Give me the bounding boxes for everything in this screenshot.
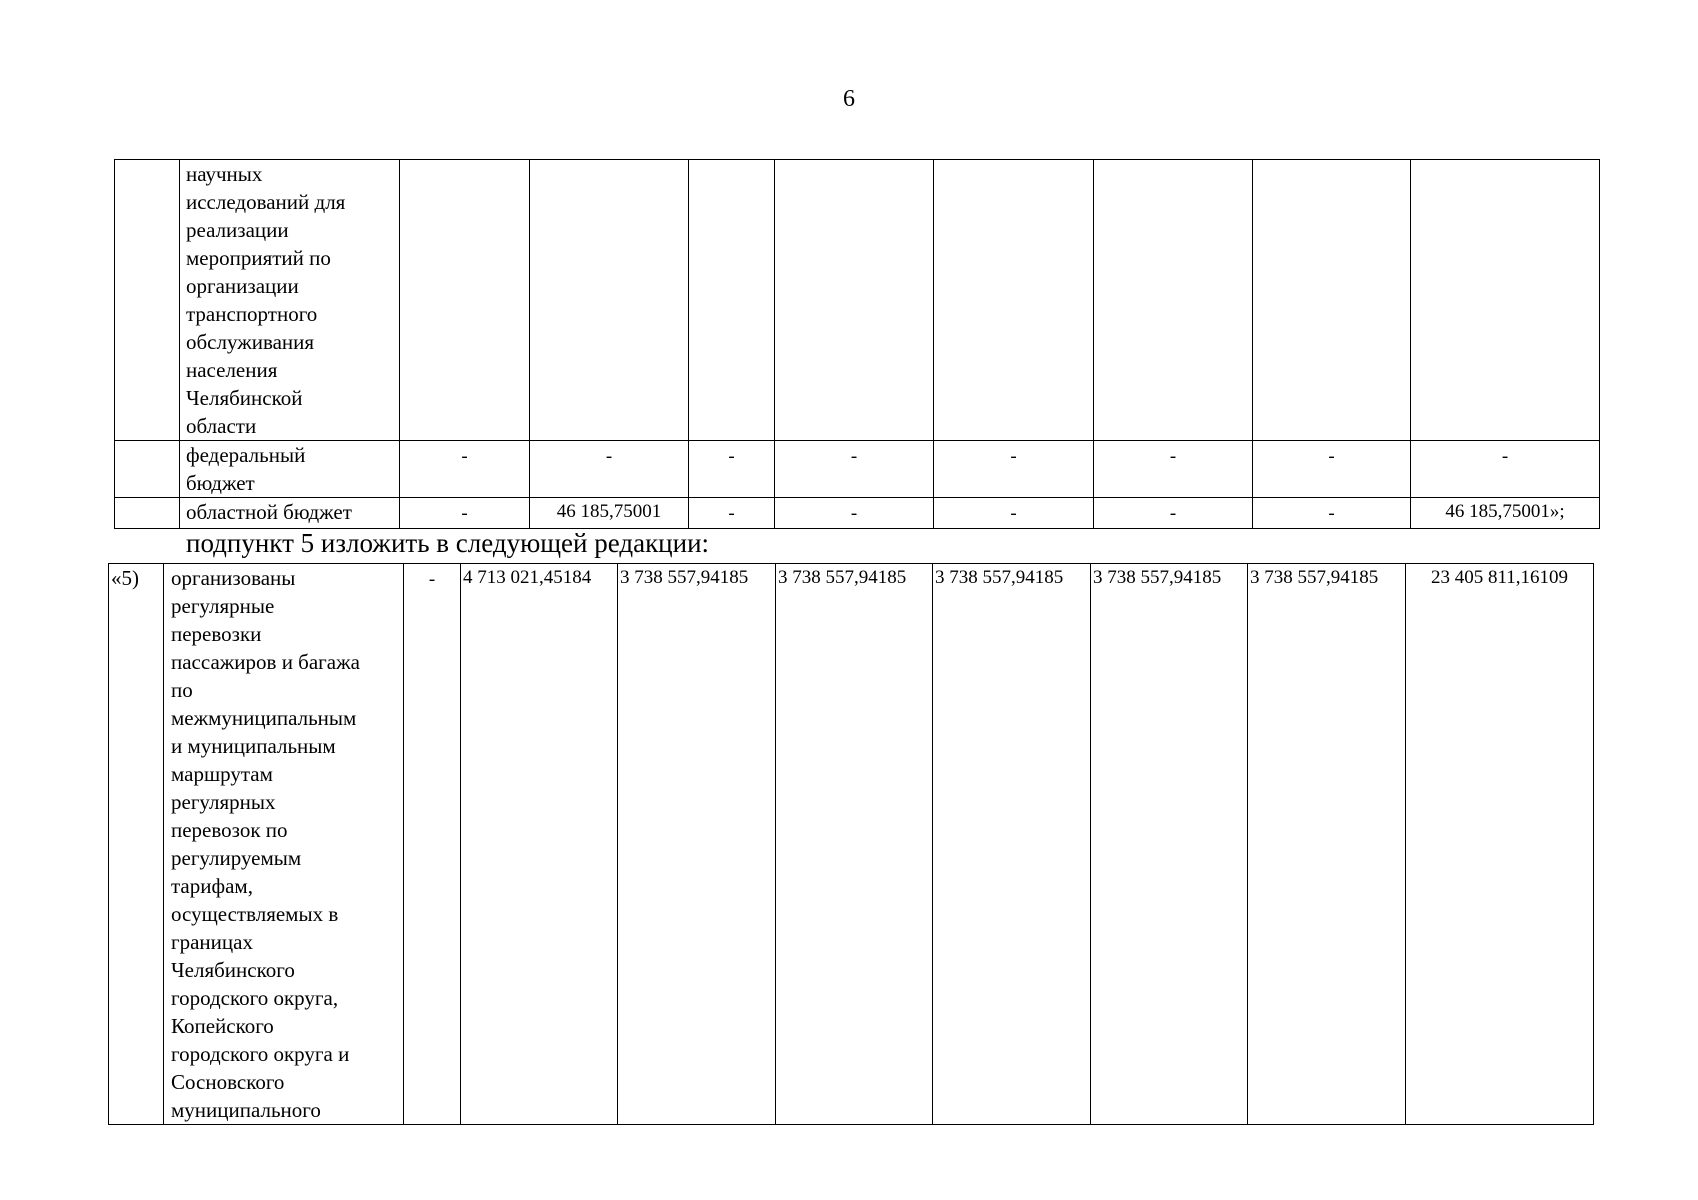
row-number-cell [115,498,180,529]
value-cell: 3 738 557,94185 [618,564,776,1125]
table-row [109,564,1594,1125]
value-cell: 3 738 557,94185 [1091,564,1248,1125]
value-cell [1253,160,1411,441]
row-number-cell [115,441,180,498]
value-cell: - [400,498,530,529]
value-cell: - [530,441,689,498]
value-cell: - [689,498,775,529]
page-number: 6 [843,86,855,112]
row-number-cell: «5) [109,564,164,1125]
value-cell: 3 738 557,94185 [776,564,933,1125]
value-cell: - [934,441,1094,498]
value-cell: - [934,498,1094,529]
value-cell: - [1253,441,1411,498]
value-cell: 4 713 021,45184 [461,564,618,1125]
amendment-instruction: подпункт 5 изложить в следующей редакции: [186,528,710,558]
value-cell: - [1094,498,1253,529]
row-label: областной бюджет [180,498,400,529]
value-cell: 23 405 811,16109 [1406,564,1594,1125]
value-cell: - [400,441,530,498]
value-cell: - [775,498,934,529]
value-cell: - [1253,498,1411,529]
row-label: федеральный бюджет [180,441,400,498]
table-row [115,441,1600,498]
table-row [115,160,1600,441]
value-cell: - [1411,441,1600,498]
value-cell: 46 185,75001»; [1411,498,1600,529]
value-cell [400,160,530,441]
value-cell: - [775,441,934,498]
value-cell [934,160,1094,441]
row-number-cell [115,160,180,441]
value-cell: 3 738 557,94185 [1248,564,1406,1125]
table-row [115,498,1600,529]
value-cell: - [689,441,775,498]
value-cell: 3 738 557,94185 [933,564,1091,1125]
row-label: научных исследований для реализации мероприятий по организации транспортного обслуживания населения Челябинской области [180,160,400,441]
value-cell [775,160,934,441]
budget-table-continued [114,159,1600,529]
budget-table-item-5 [108,563,1594,1125]
row-label: организованы регулярные перевозки пассажиров и багажа по межмуниципальным и муниципальным маршрутам регулярных перевозок по регулируемым тарифам, осуществляемых в границах Челябинского городского округа, Копейского городского округа и Сосновского муниципального [164,564,404,1125]
value-cell: 46 185,75001 [530,498,689,529]
value-cell: - [1094,441,1253,498]
value-cell: - [404,564,461,1125]
value-cell [689,160,775,441]
value-cell [1411,160,1600,441]
value-cell [530,160,689,441]
value-cell [1094,160,1253,441]
